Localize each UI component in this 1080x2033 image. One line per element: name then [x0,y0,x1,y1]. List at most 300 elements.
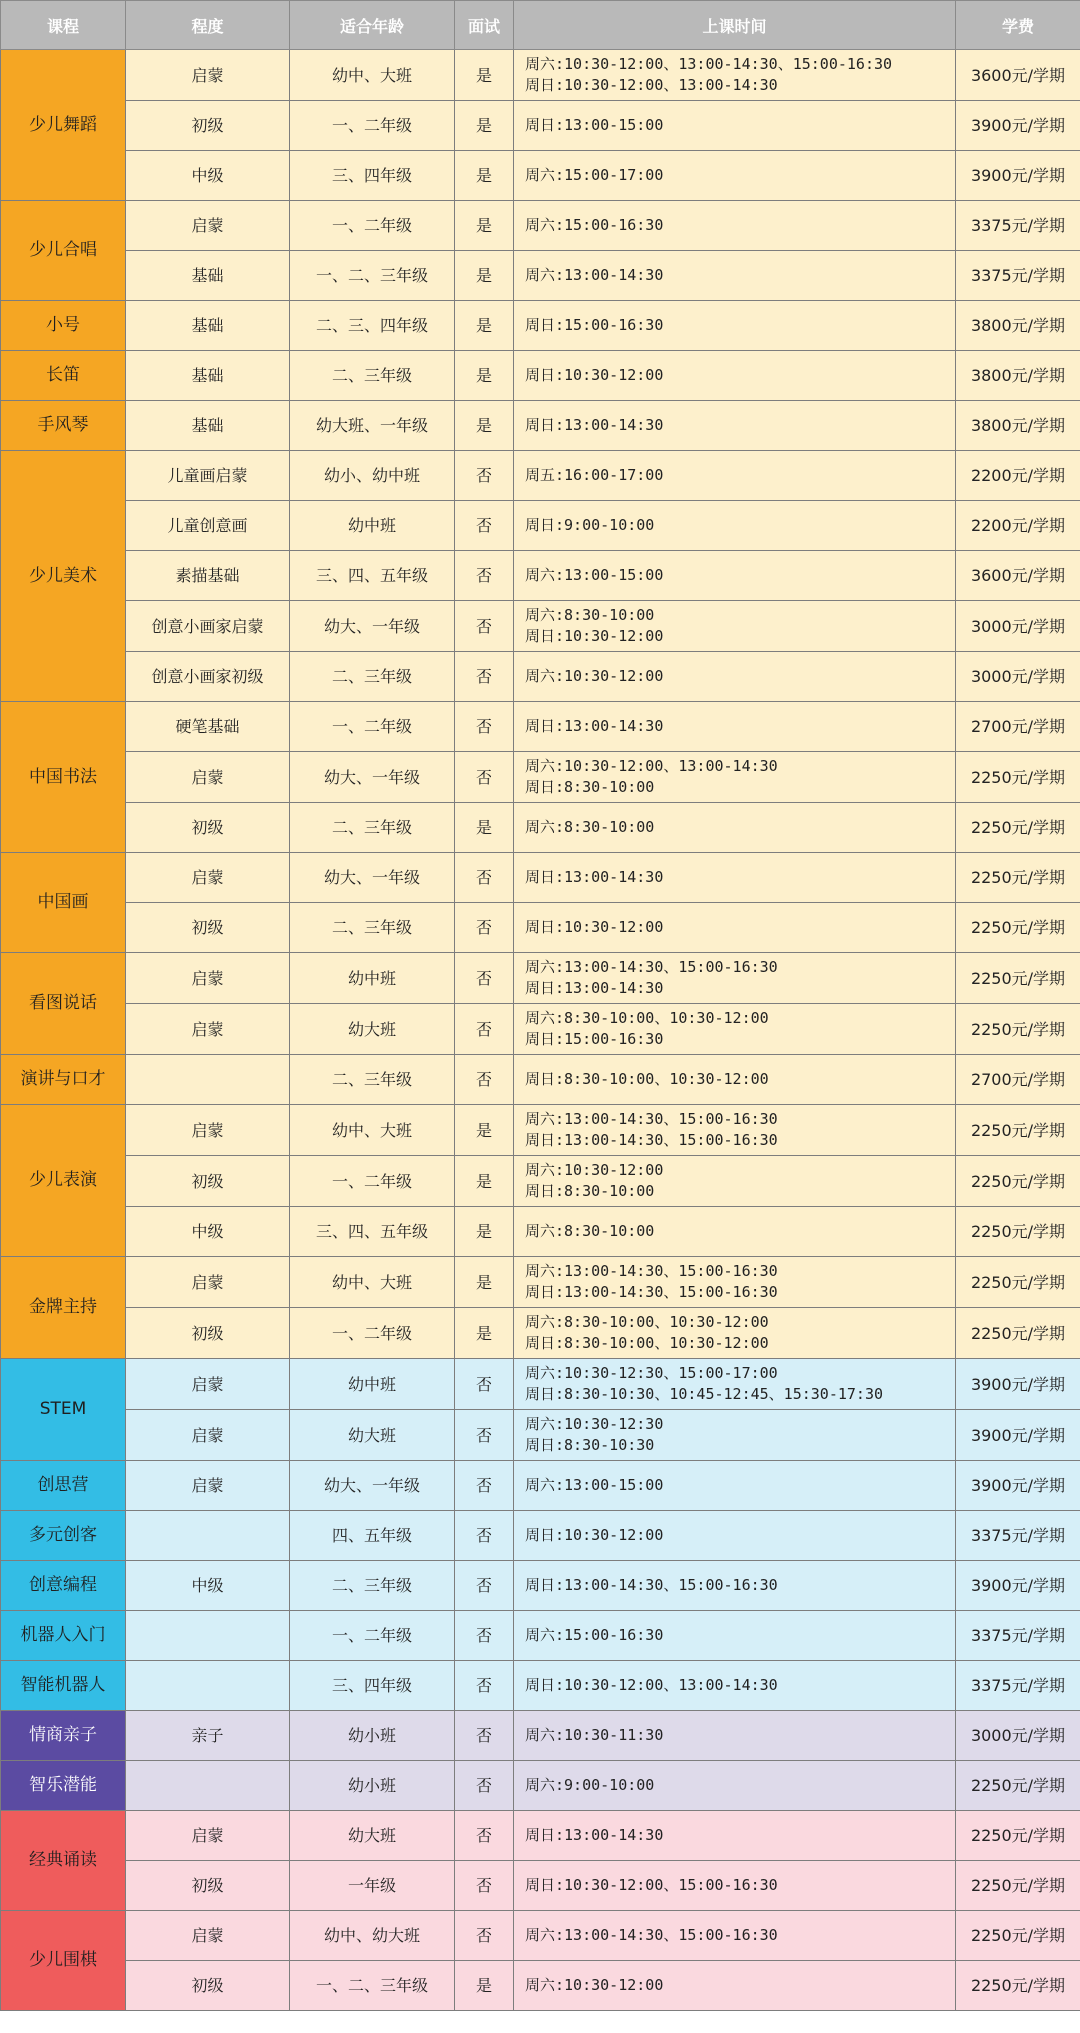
age-cell: 二、三年级 [290,351,455,401]
interview-cell: 是 [455,101,514,151]
course-name-cell: 演讲与口才 [1,1055,126,1105]
schedule-line: 周日:13:00-14:30 [525,1826,664,1844]
fee-cell: 2200元/学期 [956,501,1080,551]
fee-cell: 3375元/学期 [956,201,1080,251]
level-cell: 硬笔基础 [126,702,290,752]
table-row [1,1055,1080,1105]
schedule-line: 周日:13:00-14:30 [525,416,664,434]
course-name-cell: 情商亲子 [1,1711,126,1761]
table-row [1,652,1080,702]
schedule-line: 周六:9:00-10:00 [525,1776,655,1794]
schedule-line: 周日:10:30-12:00 [525,1526,664,1544]
schedule-line: 周日:10:30-12:00 [525,627,664,645]
schedule-line: 周日:15:00-16:30 [525,1030,664,1048]
course-name-cell: 少儿美术 [1,451,126,702]
level-cell: 创意小画家启蒙 [126,601,290,652]
fee-cell: 2250元/学期 [956,953,1080,1004]
level-cell [126,1761,290,1811]
age-cell: 三、四、五年级 [290,1207,455,1257]
schedule-line: 周日:8:30-10:00 [525,778,655,796]
fee-cell: 2250元/学期 [956,1911,1080,1961]
interview-cell: 否 [455,1004,514,1055]
age-cell: 幼大班 [290,1811,455,1861]
level-cell [126,1055,290,1105]
age-cell: 二、三、四年级 [290,301,455,351]
schedule-cell [514,853,956,903]
interview-cell: 否 [455,1561,514,1611]
table-row [1,1410,1080,1461]
table-row [1,1461,1080,1511]
fee-cell: 2250元/学期 [956,1257,1080,1308]
schedule-line: 周日:13:00-14:30 [525,979,664,997]
fee-cell: 2200元/学期 [956,451,1080,501]
schedule-line: 周六:15:00-17:00 [525,166,664,184]
level-cell [126,1511,290,1561]
age-cell: 幼中班 [290,1359,455,1410]
fee-cell: 3800元/学期 [956,351,1080,401]
schedule-cell [514,1359,956,1410]
table-row [1,752,1080,803]
interview-cell: 否 [455,501,514,551]
age-cell: 幼大、一年级 [290,1461,455,1511]
age-cell: 一、二年级 [290,1611,455,1661]
interview-cell: 否 [455,1911,514,1961]
interview-cell: 否 [455,903,514,953]
schedule-cell [514,953,956,1004]
age-cell: 幼大班、一年级 [290,401,455,451]
fee-cell: 2250元/学期 [956,903,1080,953]
table-row [1,501,1080,551]
level-cell: 基础 [126,251,290,301]
schedule-line: 周六:8:30-10:00 [525,606,655,624]
schedule-cell [514,1561,956,1611]
level-cell: 启蒙 [126,1105,290,1156]
level-cell: 初级 [126,1308,290,1359]
fee-cell: 3375元/学期 [956,1511,1080,1561]
table-row [1,101,1080,151]
table-row [1,151,1080,201]
interview-cell: 否 [455,752,514,803]
interview-cell: 是 [455,251,514,301]
interview-cell: 否 [455,652,514,702]
level-cell: 启蒙 [126,1257,290,1308]
schedule-line: 周日:13:00-14:30 [525,717,664,735]
course-name-cell: 智能机器人 [1,1661,126,1711]
schedule-line: 周六:13:00-14:30、15:00-16:30 [525,1262,778,1280]
schedule-cell [514,351,956,401]
schedule-cell [514,752,956,803]
schedule-cell [514,1410,956,1461]
schedule-cell [514,501,956,551]
fee-cell: 3800元/学期 [956,301,1080,351]
age-cell: 一、二年级 [290,101,455,151]
level-cell: 中级 [126,1561,290,1611]
interview-cell: 否 [455,702,514,752]
fee-cell: 2250元/学期 [956,1207,1080,1257]
schedule-line: 周六:10:30-12:00 [525,1161,664,1179]
schedule-line: 周六:8:30-10:00、10:30-12:00 [525,1313,769,1331]
schedule-cell [514,803,956,853]
level-cell: 儿童画启蒙 [126,451,290,501]
interview-cell: 否 [455,1461,514,1511]
interview-cell: 否 [455,1811,514,1861]
schedule-cell [514,451,956,501]
table-row [1,551,1080,601]
age-cell: 一、二年级 [290,1156,455,1207]
schedule-line: 周六:8:30-10:00、10:30-12:00 [525,1009,769,1027]
interview-cell: 是 [455,1961,514,2011]
schedule-line: 周六:10:30-12:00、13:00-14:30 [525,757,778,775]
level-cell: 创意小画家初级 [126,652,290,702]
level-cell: 初级 [126,1961,290,2011]
table-row [1,803,1080,853]
schedule-line: 周日:8:30-10:30 [525,1436,655,1454]
schedule-line: 周六:10:30-12:00、13:00-14:30、15:00-16:30 [525,55,893,73]
interview-cell: 否 [455,551,514,601]
fee-cell: 3900元/学期 [956,1410,1080,1461]
schedule-cell [514,1511,956,1561]
schedule-cell [514,151,956,201]
age-cell: 四、五年级 [290,1511,455,1561]
interview-cell: 是 [455,1105,514,1156]
age-cell: 一、二、三年级 [290,1961,455,2011]
schedule-line: 周日:13:00-14:30、15:00-16:30 [525,1576,778,1594]
level-cell: 初级 [126,101,290,151]
fee-cell: 2700元/学期 [956,702,1080,752]
schedule-line: 周五:16:00-17:00 [525,466,664,484]
table-row [1,1611,1080,1661]
schedule-cell [514,1461,956,1511]
interview-cell: 是 [455,351,514,401]
fee-cell: 2250元/学期 [956,752,1080,803]
course-name-cell: 多元创客 [1,1511,126,1561]
schedule-cell [514,1257,956,1308]
interview-cell: 否 [455,1661,514,1711]
age-cell: 幼小班 [290,1761,455,1811]
level-cell: 启蒙 [126,50,290,101]
table-row [1,1511,1080,1561]
course-name-cell: 小号 [1,301,126,351]
interview-cell: 否 [455,601,514,652]
schedule-cell [514,1911,956,1961]
age-cell: 幼中班 [290,501,455,551]
schedule-line: 周六:10:30-12:30、15:00-17:00 [525,1364,778,1382]
level-cell: 启蒙 [126,1004,290,1055]
age-cell: 幼中、大班 [290,1257,455,1308]
schedule-line: 周日:13:00-14:30、15:00-16:30 [525,1131,778,1149]
interview-cell: 是 [455,301,514,351]
course-name-cell: STEM [1,1359,126,1461]
level-cell: 启蒙 [126,1461,290,1511]
schedule-line: 周日:10:30-12:00、13:00-14:30 [525,76,778,94]
schedule-cell [514,1861,956,1911]
course-name-cell: 长笛 [1,351,126,401]
interview-cell: 否 [455,853,514,903]
header-interview: 面试 [455,1,514,50]
fee-cell: 2250元/学期 [956,1761,1080,1811]
fee-cell: 3900元/学期 [956,1359,1080,1410]
fee-cell: 2250元/学期 [956,1861,1080,1911]
table-row [1,903,1080,953]
age-cell: 幼中、幼大班 [290,1911,455,1961]
table-row [1,301,1080,351]
schedule-line: 周六:15:00-16:30 [525,216,664,234]
table-row [1,351,1080,401]
age-cell: 一年级 [290,1861,455,1911]
fee-cell: 2250元/学期 [956,853,1080,903]
schedule-cell [514,551,956,601]
fee-cell: 3000元/学期 [956,601,1080,652]
level-cell: 初级 [126,803,290,853]
age-cell: 三、四、五年级 [290,551,455,601]
table-row [1,1661,1080,1711]
interview-cell: 是 [455,1156,514,1207]
level-cell: 儿童创意画 [126,501,290,551]
table-row [1,251,1080,301]
schedule-line: 周六:8:30-10:00 [525,818,655,836]
schedule-line: 周六:10:30-12:30 [525,1415,664,1433]
schedule-line: 周六:13:00-14:30、15:00-16:30 [525,958,778,976]
schedule-cell [514,401,956,451]
interview-cell: 否 [455,1711,514,1761]
table-row [1,201,1080,251]
schedule-line: 周日:10:30-12:00、13:00-14:30 [525,1676,778,1694]
fee-cell: 3000元/学期 [956,1711,1080,1761]
schedule-line: 周日:15:00-16:30 [525,316,664,334]
level-cell: 启蒙 [126,1811,290,1861]
age-cell: 一、二年级 [290,201,455,251]
age-cell: 幼中班 [290,953,455,1004]
fee-cell: 3900元/学期 [956,1561,1080,1611]
schedule-cell [514,50,956,101]
fee-cell: 3000元/学期 [956,652,1080,702]
level-cell: 素描基础 [126,551,290,601]
table-row [1,1711,1080,1761]
age-cell: 一、二年级 [290,702,455,752]
age-cell: 二、三年级 [290,652,455,702]
age-cell: 二、三年级 [290,1561,455,1611]
table-row [1,1811,1080,1861]
schedule-cell [514,201,956,251]
table-row [1,1105,1080,1156]
schedule-line: 周六:10:30-11:30 [525,1726,664,1744]
schedule-line: 周日:13:00-14:30、15:00-16:30 [525,1283,778,1301]
age-cell: 幼大班 [290,1410,455,1461]
fee-cell: 2250元/学期 [956,1156,1080,1207]
level-cell: 基础 [126,351,290,401]
table-row [1,1861,1080,1911]
level-cell: 中级 [126,151,290,201]
course-name-cell: 金牌主持 [1,1257,126,1359]
table-row [1,953,1080,1004]
course-name-cell: 创思营 [1,1461,126,1511]
header-level: 程度 [126,1,290,50]
interview-cell: 是 [455,803,514,853]
schedule-line: 周六:13:00-14:30、15:00-16:30 [525,1110,778,1128]
table-body [1,50,1080,2011]
course-name-cell: 少儿围棋 [1,1911,126,2011]
fee-cell: 2250元/学期 [956,803,1080,853]
schedule-line: 周日:8:30-10:30、10:45-12:45、15:30-17:30 [525,1385,884,1403]
age-cell: 幼大、一年级 [290,853,455,903]
interview-cell: 否 [455,1761,514,1811]
level-cell: 初级 [126,1156,290,1207]
level-cell: 启蒙 [126,1911,290,1961]
course-name-cell: 看图说话 [1,953,126,1055]
fee-cell: 3600元/学期 [956,50,1080,101]
level-cell: 启蒙 [126,1359,290,1410]
age-cell: 幼小、幼中班 [290,451,455,501]
interview-cell: 是 [455,1207,514,1257]
table-row [1,1004,1080,1055]
age-cell: 幼中、大班 [290,1105,455,1156]
fee-cell: 2250元/学期 [956,1961,1080,2011]
schedule-cell [514,903,956,953]
level-cell [126,1611,290,1661]
table-row [1,1257,1080,1308]
table-row [1,1207,1080,1257]
schedule-cell [514,1055,956,1105]
interview-cell: 否 [455,953,514,1004]
level-cell [126,1661,290,1711]
schedule-line: 周六:8:30-10:00 [525,1222,655,1240]
level-cell: 启蒙 [126,1410,290,1461]
schedule-line: 周六:13:00-14:30 [525,266,664,284]
schedule-cell [514,1711,956,1761]
schedule-line: 周日:8:30-10:00 [525,1182,655,1200]
interview-cell: 否 [455,1861,514,1911]
table-row [1,1761,1080,1811]
course-name-cell: 少儿合唱 [1,201,126,301]
fee-cell: 2250元/学期 [956,1004,1080,1055]
schedule-line: 周日:10:30-12:00 [525,366,664,384]
course-name-cell: 手风琴 [1,401,126,451]
schedule-cell [514,301,956,351]
interview-cell: 否 [455,1410,514,1461]
table-row [1,1961,1080,2011]
course-name-cell: 少儿表演 [1,1105,126,1257]
age-cell: 一、二、三年级 [290,251,455,301]
level-cell: 启蒙 [126,752,290,803]
schedule-line: 周日:9:00-10:00 [525,516,655,534]
schedule-line: 周日:10:30-12:00、15:00-16:30 [525,1876,778,1894]
table-header [1,1,1080,50]
schedule-cell [514,601,956,652]
interview-cell: 是 [455,401,514,451]
interview-cell: 否 [455,1611,514,1661]
fee-cell: 3800元/学期 [956,401,1080,451]
schedule-line: 周日:8:30-10:00、10:30-12:00 [525,1334,769,1352]
table-row [1,1561,1080,1611]
interview-cell: 是 [455,201,514,251]
table-row [1,1308,1080,1359]
age-cell: 三、四年级 [290,151,455,201]
schedule-cell [514,101,956,151]
age-cell: 幼小班 [290,1711,455,1761]
level-cell: 亲子 [126,1711,290,1761]
fee-cell: 3900元/学期 [956,151,1080,201]
age-cell: 幼大、一年级 [290,601,455,652]
table-row [1,853,1080,903]
schedule-cell [514,702,956,752]
level-cell: 中级 [126,1207,290,1257]
schedule-cell [514,1611,956,1661]
table-row [1,451,1080,501]
interview-cell: 否 [455,451,514,501]
table-row [1,702,1080,752]
level-cell: 基础 [126,401,290,451]
age-cell: 三、四年级 [290,1661,455,1711]
schedule-cell [514,1156,956,1207]
age-cell: 二、三年级 [290,1055,455,1105]
course-name-cell: 机器人入门 [1,1611,126,1661]
table-row [1,1911,1080,1961]
interview-cell: 否 [455,1055,514,1105]
schedule-line: 周六:13:00-15:00 [525,1476,664,1494]
course-name-cell: 经典诵读 [1,1811,126,1911]
fee-cell: 3900元/学期 [956,101,1080,151]
fee-cell: 2250元/学期 [956,1105,1080,1156]
age-cell: 二、三年级 [290,903,455,953]
schedule-line: 周六:15:00-16:30 [525,1626,664,1644]
schedule-line: 周六:10:30-12:00 [525,667,664,685]
age-cell: 一、二年级 [290,1308,455,1359]
header-fee: 学费 [956,1,1080,50]
fee-cell: 2250元/学期 [956,1811,1080,1861]
level-cell: 启蒙 [126,953,290,1004]
course-name-cell: 中国书法 [1,702,126,853]
table-row [1,601,1080,652]
schedule-cell [514,1961,956,2011]
fee-cell: 3375元/学期 [956,1611,1080,1661]
schedule-cell [514,652,956,702]
level-cell: 启蒙 [126,201,290,251]
schedule-line: 周日:13:00-14:30 [525,868,664,886]
fee-cell: 3900元/学期 [956,1461,1080,1511]
schedule-line: 周六:13:00-15:00 [525,566,664,584]
schedule-cell [514,1661,956,1711]
course-name-cell: 少儿舞蹈 [1,50,126,201]
schedule-cell [514,1004,956,1055]
interview-cell: 是 [455,151,514,201]
schedule-cell [514,1105,956,1156]
table-row [1,401,1080,451]
schedule-line: 周日:10:30-12:00 [525,918,664,936]
schedule-cell [514,1761,956,1811]
schedule-line: 周日:13:00-15:00 [525,116,664,134]
header-course: 课程 [1,1,126,50]
level-cell: 基础 [126,301,290,351]
age-cell: 幼中、大班 [290,50,455,101]
age-cell: 幼大班 [290,1004,455,1055]
table-row [1,1156,1080,1207]
header-row [1,1,1080,50]
header-age: 适合年龄 [290,1,455,50]
interview-cell: 否 [455,1359,514,1410]
schedule-cell [514,1207,956,1257]
schedule-line: 周日:8:30-10:00、10:30-12:00 [525,1070,769,1088]
level-cell: 初级 [126,903,290,953]
schedule-line: 周六:13:00-14:30、15:00-16:30 [525,1926,778,1944]
interview-cell: 否 [455,1511,514,1561]
table-row [1,50,1080,101]
fee-cell: 3375元/学期 [956,251,1080,301]
level-cell: 初级 [126,1861,290,1911]
age-cell: 幼大、一年级 [290,752,455,803]
course-name-cell: 智乐潜能 [1,1761,126,1811]
schedule-cell [514,251,956,301]
table-row [1,1359,1080,1410]
